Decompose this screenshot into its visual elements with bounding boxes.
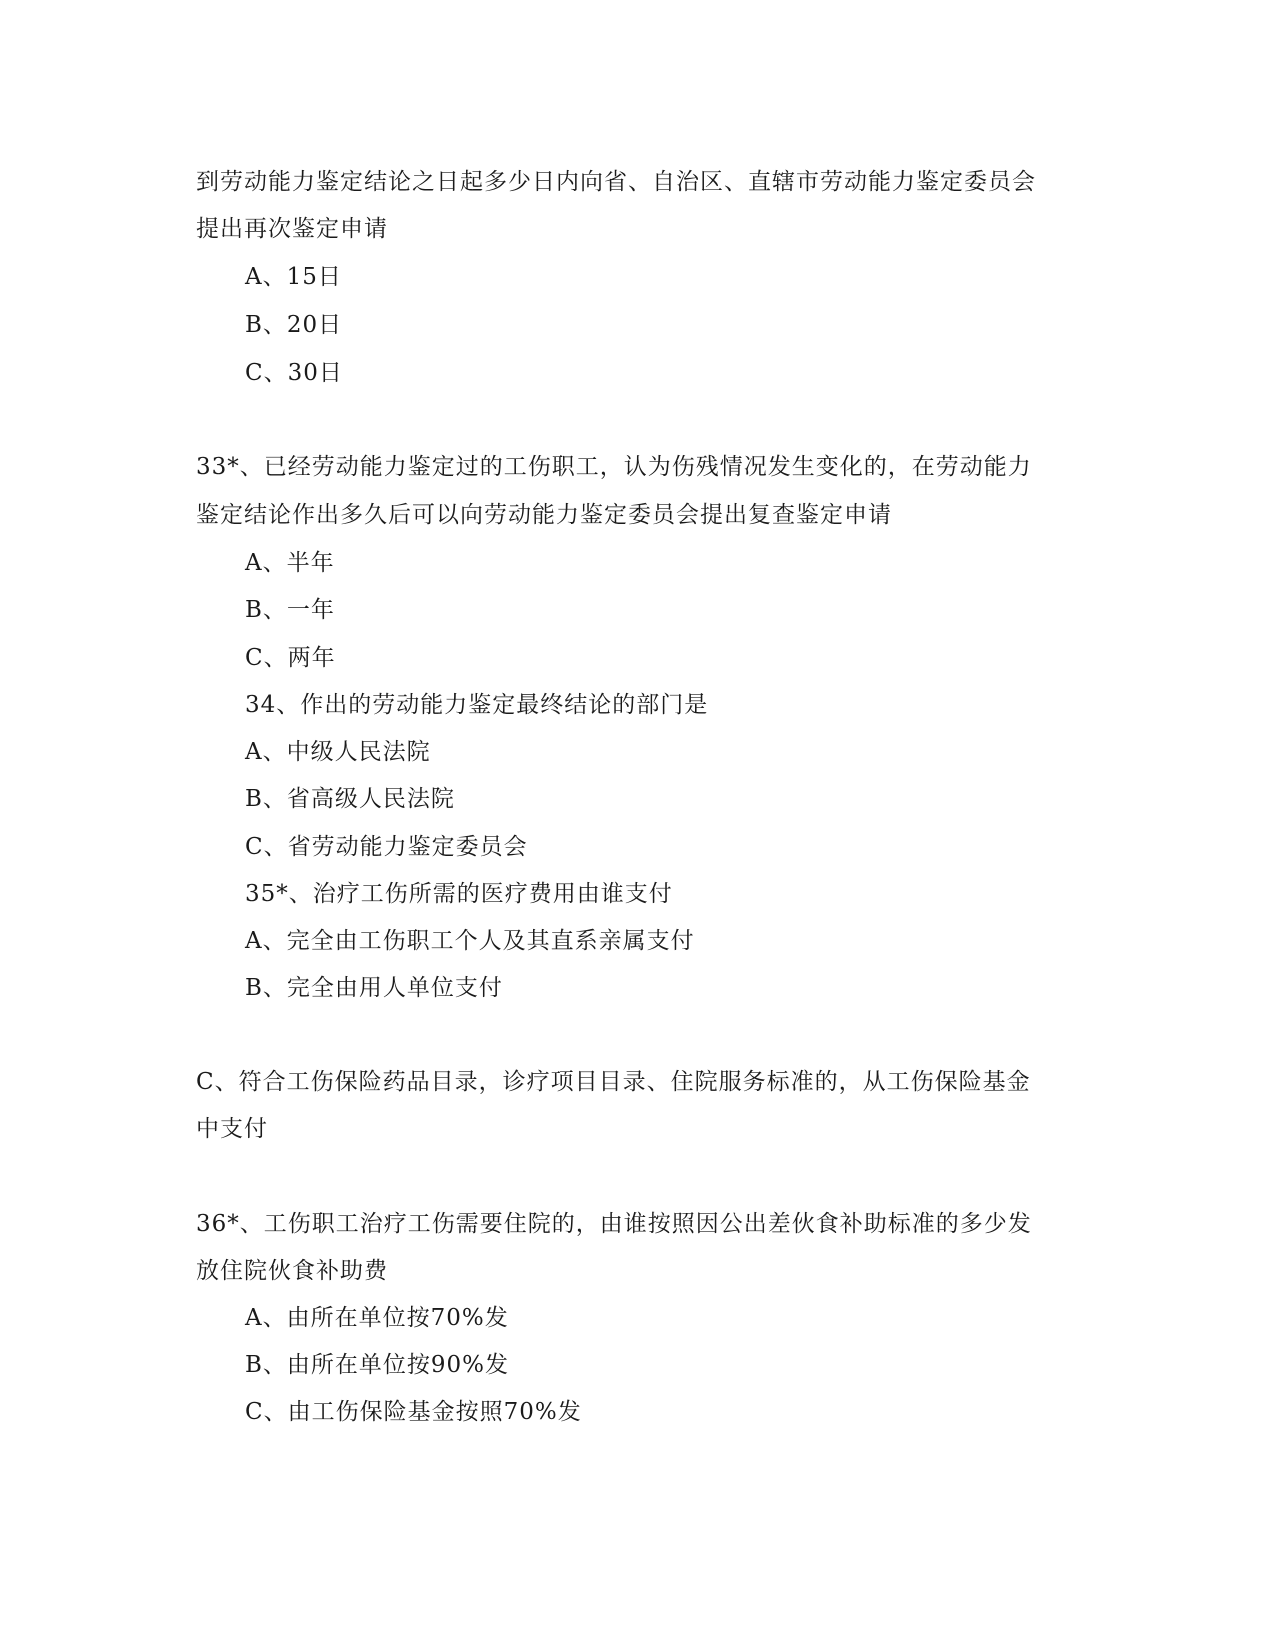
question-32-option-a: A、15日 xyxy=(245,264,342,290)
question-32-option-c: C、30日 xyxy=(245,360,343,386)
question-36-text-line-1: 36*、工伤职工治疗工伤需要住院的，由谁按照因公出差伙食补助标准的多少发 xyxy=(196,1211,1032,1237)
question-35-option-b: B、完全由用人单位支付 xyxy=(245,975,503,1001)
question-35-text: 35*、治疗工伤所需的医疗费用由谁支付 xyxy=(245,881,673,907)
question-32-text-line-2: 提出再次鉴定申请 xyxy=(196,216,388,242)
question-33-option-a: A、半年 xyxy=(245,550,335,576)
question-34-option-a: A、中级人民法院 xyxy=(245,739,431,765)
question-32-option-b: B、20日 xyxy=(245,312,343,338)
question-34-option-b: B、省高级人民法院 xyxy=(245,786,455,812)
question-34-option-c: C、省劳动能力鉴定委员会 xyxy=(245,834,528,860)
question-33-text-line-2: 鉴定结论作出多久后可以向劳动能力鉴定委员会提出复查鉴定申请 xyxy=(196,502,892,528)
question-33-option-c: C、两年 xyxy=(245,645,336,671)
question-36-text-line-2: 放住院伙食补助费 xyxy=(196,1258,388,1284)
question-33-text-line-1: 33*、已经劳动能力鉴定过的工伤职工，认为伤残情况发生变化的，在劳动能力 xyxy=(196,454,1032,480)
question-35-option-a: A、完全由工伤职工个人及其直系亲属支付 xyxy=(245,928,695,954)
question-36-option-a: A、由所在单位按70%发 xyxy=(245,1305,509,1331)
question-35-option-c-line-2: 中支付 xyxy=(196,1116,268,1142)
question-34-text: 34、作出的劳动能力鉴定最终结论的部门是 xyxy=(245,692,709,718)
question-33-option-b: B、一年 xyxy=(245,597,335,623)
question-36-option-b: B、由所在单位按90%发 xyxy=(245,1352,510,1378)
question-35-option-c-line-1: C、符合工伤保险药品目录，诊疗项目目录、住院服务标准的，从工伤保险基金 xyxy=(196,1069,1031,1095)
question-32-text-line-1: 到劳动能力鉴定结论之日起多少日内向省、自治区、直辖市劳动能力鉴定委员会 xyxy=(196,169,1036,195)
question-36-option-c: C、由工伤保险基金按照70%发 xyxy=(245,1399,582,1425)
